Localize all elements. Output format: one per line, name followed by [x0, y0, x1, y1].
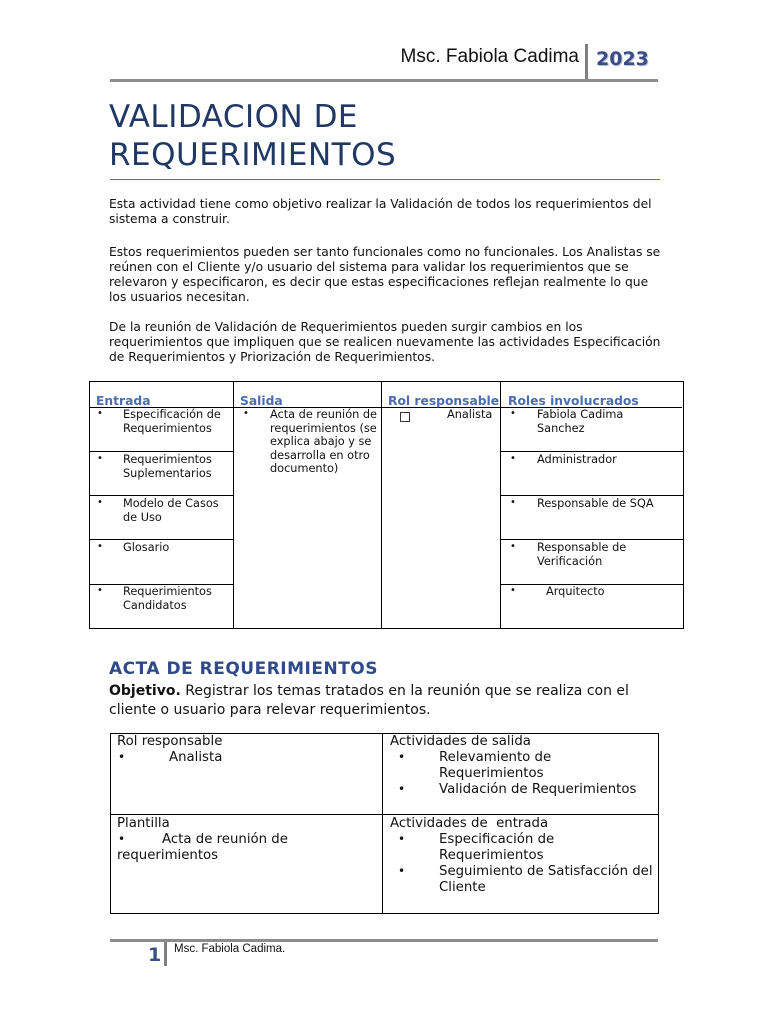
rol-involucrado: Arquitecto [546, 585, 605, 598]
header-salida: Salida [240, 394, 283, 408]
bullet-icon: • [97, 541, 103, 552]
bullet-icon: • [97, 453, 103, 464]
bullet-icon: • [510, 585, 516, 596]
rol-label: Rol responsable [117, 734, 223, 749]
header-rule [110, 79, 658, 82]
bullet-icon: • [510, 497, 516, 508]
column-divider [382, 733, 383, 914]
acta-table [110, 733, 659, 914]
footer-divider [164, 942, 167, 966]
objective-paragraph [109, 682, 669, 720]
rol-responsable-value: Analista [447, 408, 493, 421]
entrada-item: Requerimientos Suplementarios [123, 453, 212, 480]
entrada-item: Glosario [123, 541, 170, 554]
rol-involucrado: Responsable de Verificación [537, 541, 627, 568]
page-title [109, 98, 669, 174]
objective-text: Registrar los temas tratados en la reunión que se realiza con el cliente o usuario para relevar requerimientos. [109, 683, 629, 718]
title-line-1: VALIDACION DE [109, 99, 359, 135]
footer-author: Msc. Fabiola Cadima. [174, 943, 286, 955]
salida-activity: Validación de Requerimientos [439, 782, 637, 797]
page-number: 1 [148, 944, 162, 966]
bullet-icon: • [398, 864, 406, 878]
objective-label: Objetivo. [109, 683, 181, 699]
bullet-icon: • [97, 497, 103, 508]
bullet-icon: • [510, 541, 516, 552]
plantilla-value: Acta de reunión de requerimientos [117, 832, 288, 864]
salida-activity: Relevamiento de Requerimientos [439, 750, 552, 782]
entrada-item: Requerimientos Candidatos [123, 585, 212, 612]
rol-involucrado: Administrador [537, 453, 617, 466]
rol-value: Analista [169, 750, 223, 765]
column-divider [233, 381, 234, 629]
activity-table [89, 381, 684, 629]
bullet-icon: • [118, 832, 126, 846]
checkbox-icon [400, 412, 410, 422]
bullet-icon: • [97, 585, 103, 596]
entrada-label: Actividades de entrada [390, 816, 549, 831]
header-entrada: Entrada [96, 394, 151, 408]
header-author: Msc. Fabiola Cadima [400, 46, 579, 67]
paragraph-2: Estos requerimientos pueden ser tanto funcionales como no funcionales. Los Analistas se reúnen con el Cliente y/o usuario del sistema para validar los requerimientos que se relevaron y especificaron, es decir que estas especificaciones reflejan realmente lo que los usuarios necesitan. [109, 245, 661, 304]
salida-item: Acta de reunión de requerimientos (se explica abajo y se desarrolla en otro documento) [270, 408, 377, 475]
paragraph-1: Esta actividad tiene como objetivo realizar la Validación de todos los requerimientos del sistema a construir. [109, 197, 652, 226]
column-divider [500, 381, 501, 629]
row-divider [500, 539, 683, 540]
row-divider [110, 814, 659, 815]
bullet-icon: • [398, 782, 406, 796]
row-divider [500, 451, 683, 452]
bullet-icon: • [398, 832, 406, 846]
row-divider [89, 495, 234, 496]
paragraph-3: De la reunión de Validación de Requerimientos pueden surgir cambios en los requerimientos que impliquen que se realicen nuevamente las actividades Especificación de Requerimientos y Priorización de Requerimientos. [109, 320, 661, 364]
column-divider [381, 381, 382, 629]
bullet-icon: • [398, 750, 406, 764]
salida-label: Actividades de salida [390, 734, 531, 749]
bullet-icon: • [243, 408, 249, 419]
bullet-icon: • [510, 408, 516, 419]
header-year: 2023 [596, 48, 649, 70]
footer-rule [110, 939, 658, 942]
title-rule [110, 179, 660, 180]
section-heading: ACTA DE REQUERIMIENTOS [109, 659, 378, 679]
header-roles-involucrados: Roles involucrados [508, 394, 639, 408]
title-line-2: REQUERIMIENTOS [109, 137, 397, 173]
entrada-activity: Especificación de Requerimientos [439, 832, 555, 864]
bullet-icon: • [510, 453, 516, 464]
rol-involucrado: Responsable de SQA [537, 497, 654, 510]
entrada-item: Especificación de Requerimientos [123, 408, 221, 435]
entrada-item: Modelo de Casos de Uso [123, 497, 219, 524]
rol-involucrado: Fabiola Cadima Sanchez [537, 408, 624, 435]
header-divider [585, 44, 588, 82]
row-divider [89, 539, 234, 540]
bullet-icon: • [97, 408, 103, 419]
bullet-icon: • [118, 750, 126, 764]
entrada-activity: Seguimiento de Satisfacción del Cliente [439, 864, 653, 896]
header-rol-responsable: Rol responsable [388, 394, 500, 408]
plantilla-label: Plantilla [117, 816, 170, 831]
row-divider [500, 495, 683, 496]
row-divider [89, 451, 234, 452]
